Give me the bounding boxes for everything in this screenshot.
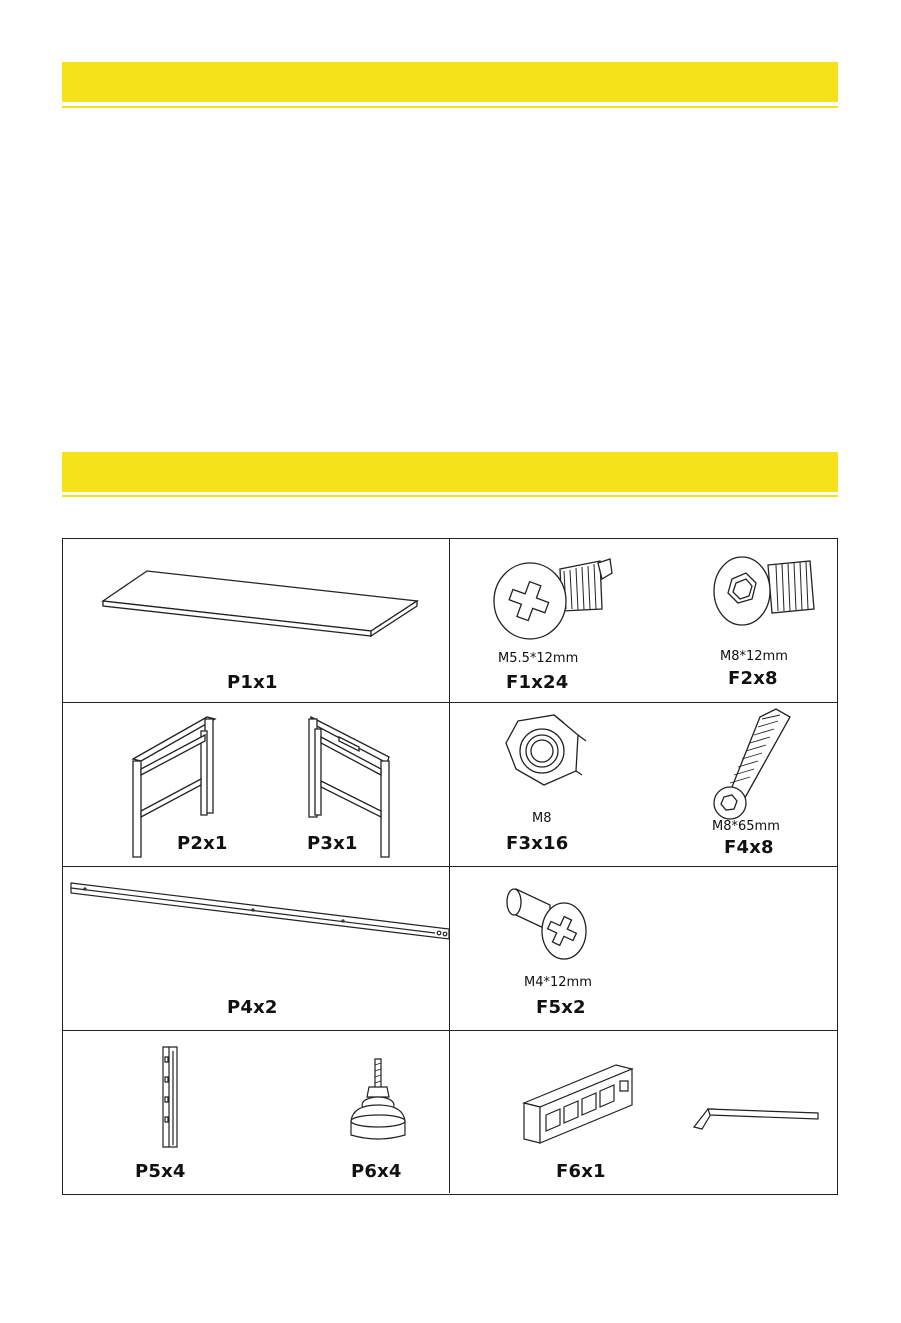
- part-label-p1: P1x1: [227, 672, 278, 693]
- section-underline-2: [62, 495, 838, 497]
- fastener-label-f5: F5x2: [536, 997, 586, 1018]
- section-heading-bar-2: [62, 452, 838, 492]
- fastener-label-f6: F6x1: [556, 1161, 606, 1182]
- flange-nut-icon: [494, 711, 604, 811]
- intro-text-area: [62, 130, 838, 420]
- part-label-p5: P5x4: [135, 1161, 186, 1182]
- part-cell-p2-p3: [63, 703, 450, 867]
- section-underline-1: [62, 106, 838, 108]
- part-label-p2: P2x1: [177, 833, 228, 854]
- rail-drawing: [63, 867, 450, 967]
- fastener-label-f3: F3x16: [506, 833, 569, 854]
- upright-bracket-drawing: [155, 1037, 195, 1157]
- part-cell-p1: [63, 539, 450, 703]
- long-bolt-icon: [700, 707, 820, 837]
- hex-key-icon: [690, 1089, 830, 1139]
- fastener-spec-f3: M8: [532, 811, 552, 826]
- part-label-p6: P6x4: [351, 1161, 402, 1182]
- hex-socket-bolt-icon: [710, 553, 830, 653]
- fastener-label-f1: F1x24: [506, 672, 569, 693]
- power-strip-icon: [516, 1057, 646, 1157]
- part-cell-p4: [63, 867, 450, 1031]
- fastener-cell-f6: [450, 1031, 837, 1193]
- part-label-p3: P3x1: [307, 833, 358, 854]
- fastener-spec-f1: M5.5*12mm: [498, 651, 579, 666]
- fastener-label-f4: F4x8: [724, 837, 774, 858]
- fastener-spec-f4: M8*65mm: [712, 819, 780, 834]
- leveling-foot-drawing: [339, 1055, 419, 1165]
- fastener-spec-f5: M4*12mm: [524, 975, 592, 990]
- part-cell-p5-p6: [63, 1031, 450, 1193]
- fastener-cell-f3-f4: [450, 703, 837, 867]
- fastener-label-f2: F2x8: [728, 668, 778, 689]
- part-label-p4: P4x2: [227, 997, 278, 1018]
- fastener-cell-f1-f2: [450, 539, 837, 703]
- section-heading-bar-1: [62, 62, 838, 102]
- countersunk-screw-icon: [502, 879, 612, 979]
- phillips-screw-icon: [490, 549, 630, 659]
- fastener-cell-f5: [450, 867, 837, 1031]
- parts-list-table: [62, 538, 838, 1195]
- fastener-spec-f2: M8*12mm: [720, 649, 788, 664]
